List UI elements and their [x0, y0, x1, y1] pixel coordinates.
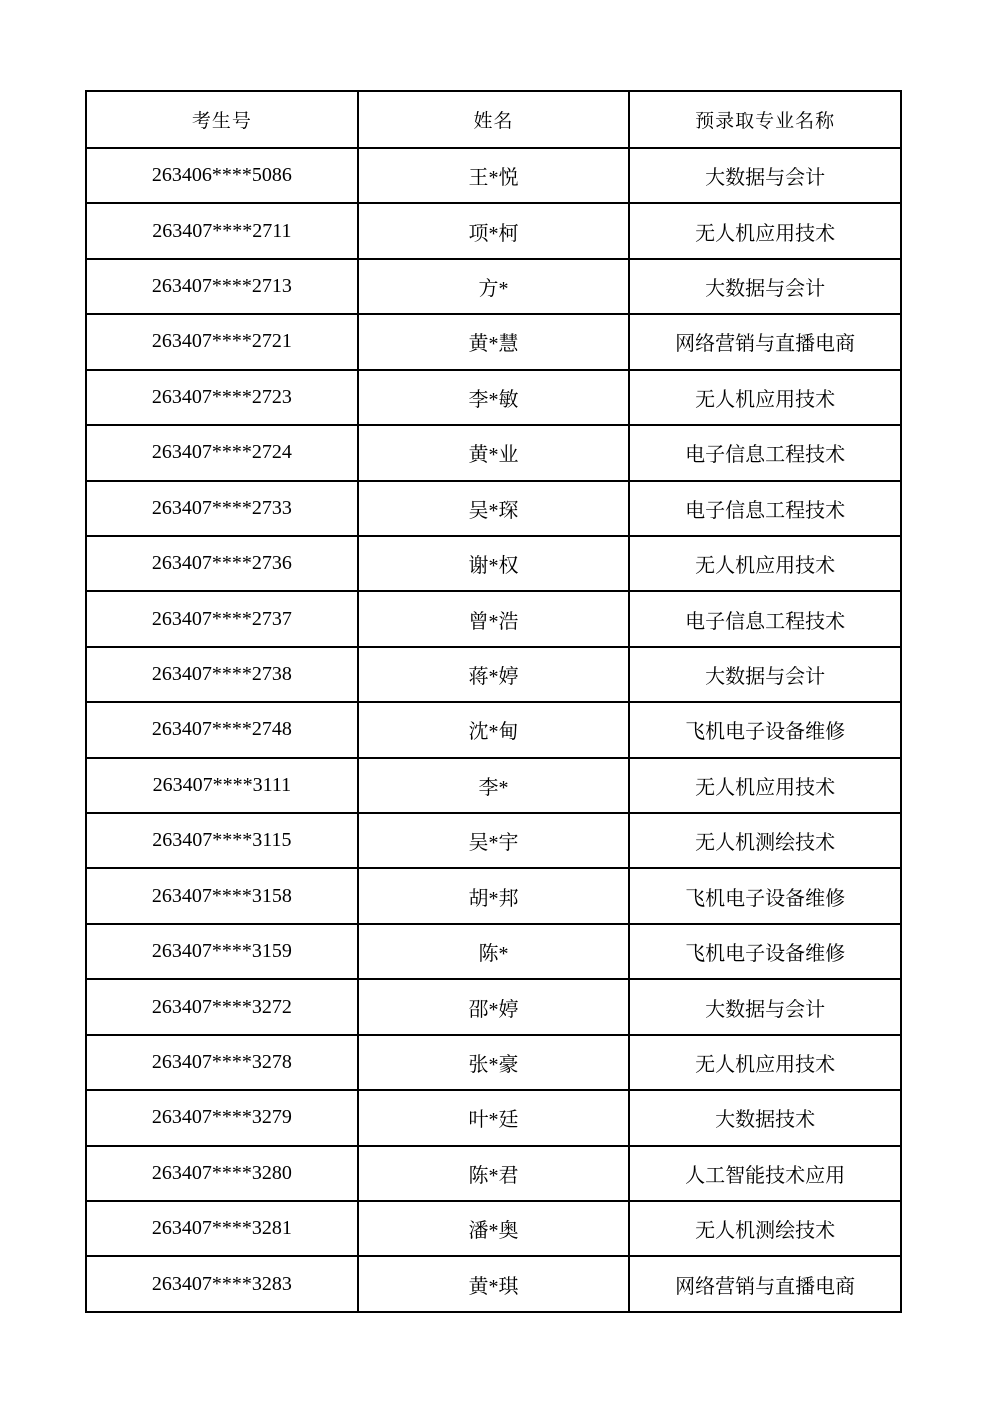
- candidate-id-cell: 263407****3279: [86, 1090, 358, 1145]
- header-name: 姓名: [358, 91, 630, 148]
- name-cell: 王*悦: [358, 148, 630, 203]
- candidate-id-cell: 263407****2733: [86, 481, 358, 536]
- name-cell: 吴*琛: [358, 481, 630, 536]
- name-cell: 张*豪: [358, 1035, 630, 1090]
- candidate-id-cell: 263407****2721: [86, 314, 358, 369]
- name-cell: 黄*琪: [358, 1256, 630, 1312]
- table-row: [86, 481, 901, 536]
- table-row: [86, 979, 901, 1034]
- major-cell: 大数据与会计: [629, 148, 901, 203]
- table-row: [86, 536, 901, 591]
- table-row: [86, 1090, 901, 1145]
- major-cell: 大数据与会计: [629, 259, 901, 314]
- table-body: [86, 148, 901, 1312]
- major-cell: 大数据技术: [629, 1090, 901, 1145]
- candidate-id-cell: 263407****2737: [86, 591, 358, 646]
- table-row: [86, 259, 901, 314]
- candidate-id-cell: 263407****3280: [86, 1146, 358, 1201]
- table-row: [86, 314, 901, 369]
- major-cell: 电子信息工程技术: [629, 481, 901, 536]
- name-cell: 曾*浩: [358, 591, 630, 646]
- table-row: [86, 591, 901, 646]
- name-cell: 胡*邦: [358, 868, 630, 923]
- candidate-id-cell: 263407****2736: [86, 536, 358, 591]
- table-row: [86, 1146, 901, 1201]
- candidate-id-cell: 263407****2724: [86, 425, 358, 480]
- header-candidate-id: 考生号: [86, 91, 358, 148]
- name-cell: 谢*权: [358, 536, 630, 591]
- name-cell: 邵*婷: [358, 979, 630, 1034]
- major-cell: 无人机测绘技术: [629, 1201, 901, 1256]
- table-row: [86, 370, 901, 425]
- major-cell: 人工智能技术应用: [629, 1146, 901, 1201]
- candidate-id-cell: 263407****2723: [86, 370, 358, 425]
- candidate-id-cell: 263407****3272: [86, 979, 358, 1034]
- name-cell: 黄*业: [358, 425, 630, 480]
- candidate-id-cell: 263407****3158: [86, 868, 358, 923]
- major-cell: 大数据与会计: [629, 979, 901, 1034]
- major-cell: 电子信息工程技术: [629, 591, 901, 646]
- name-cell: 沈*甸: [358, 702, 630, 757]
- name-cell: 黄*慧: [358, 314, 630, 369]
- major-cell: 无人机应用技术: [629, 1035, 901, 1090]
- major-cell: 无人机测绘技术: [629, 813, 901, 868]
- candidate-id-cell: 263407****3111: [86, 758, 358, 813]
- table-row: [86, 425, 901, 480]
- candidate-id-cell: 263407****3283: [86, 1256, 358, 1312]
- table-row: [86, 758, 901, 813]
- name-cell: 方*: [358, 259, 630, 314]
- major-cell: 电子信息工程技术: [629, 425, 901, 480]
- major-cell: 无人机应用技术: [629, 536, 901, 591]
- table-row: [86, 1201, 901, 1256]
- candidate-id-cell: 263406****5086: [86, 148, 358, 203]
- major-cell: 网络营销与直播电商: [629, 314, 901, 369]
- candidate-id-cell: 263407****2713: [86, 259, 358, 314]
- header-major: 预录取专业名称: [629, 91, 901, 148]
- table-row: [86, 924, 901, 979]
- table-row: [86, 1256, 901, 1312]
- table-row: [86, 203, 901, 258]
- name-cell: 陈*君: [358, 1146, 630, 1201]
- table-header-row: [86, 91, 901, 148]
- major-cell: 网络营销与直播电商: [629, 1256, 901, 1312]
- table-row: [86, 1035, 901, 1090]
- candidate-id-cell: 263407****2748: [86, 702, 358, 757]
- name-cell: 陈*: [358, 924, 630, 979]
- name-cell: 项*柯: [358, 203, 630, 258]
- table-row: [86, 813, 901, 868]
- major-cell: 飞机电子设备维修: [629, 702, 901, 757]
- table-row: [86, 148, 901, 203]
- candidate-id-cell: 263407****3159: [86, 924, 358, 979]
- name-cell: 李*: [358, 758, 630, 813]
- table-row: [86, 868, 901, 923]
- candidate-id-cell: 263407****3278: [86, 1035, 358, 1090]
- major-cell: 飞机电子设备维修: [629, 924, 901, 979]
- table-row: [86, 702, 901, 757]
- table-row: [86, 647, 901, 702]
- major-cell: 大数据与会计: [629, 647, 901, 702]
- name-cell: 叶*廷: [358, 1090, 630, 1145]
- name-cell: 李*敏: [358, 370, 630, 425]
- major-cell: 飞机电子设备维修: [629, 868, 901, 923]
- candidate-id-cell: 263407****3281: [86, 1201, 358, 1256]
- name-cell: 吴*宇: [358, 813, 630, 868]
- major-cell: 无人机应用技术: [629, 203, 901, 258]
- major-cell: 无人机应用技术: [629, 758, 901, 813]
- pre-admission-list-table: [85, 90, 902, 1313]
- candidate-id-cell: 263407****2711: [86, 203, 358, 258]
- candidate-id-cell: 263407****2738: [86, 647, 358, 702]
- name-cell: 蒋*婷: [358, 647, 630, 702]
- major-cell: 无人机应用技术: [629, 370, 901, 425]
- name-cell: 潘*奥: [358, 1201, 630, 1256]
- candidate-id-cell: 263407****3115: [86, 813, 358, 868]
